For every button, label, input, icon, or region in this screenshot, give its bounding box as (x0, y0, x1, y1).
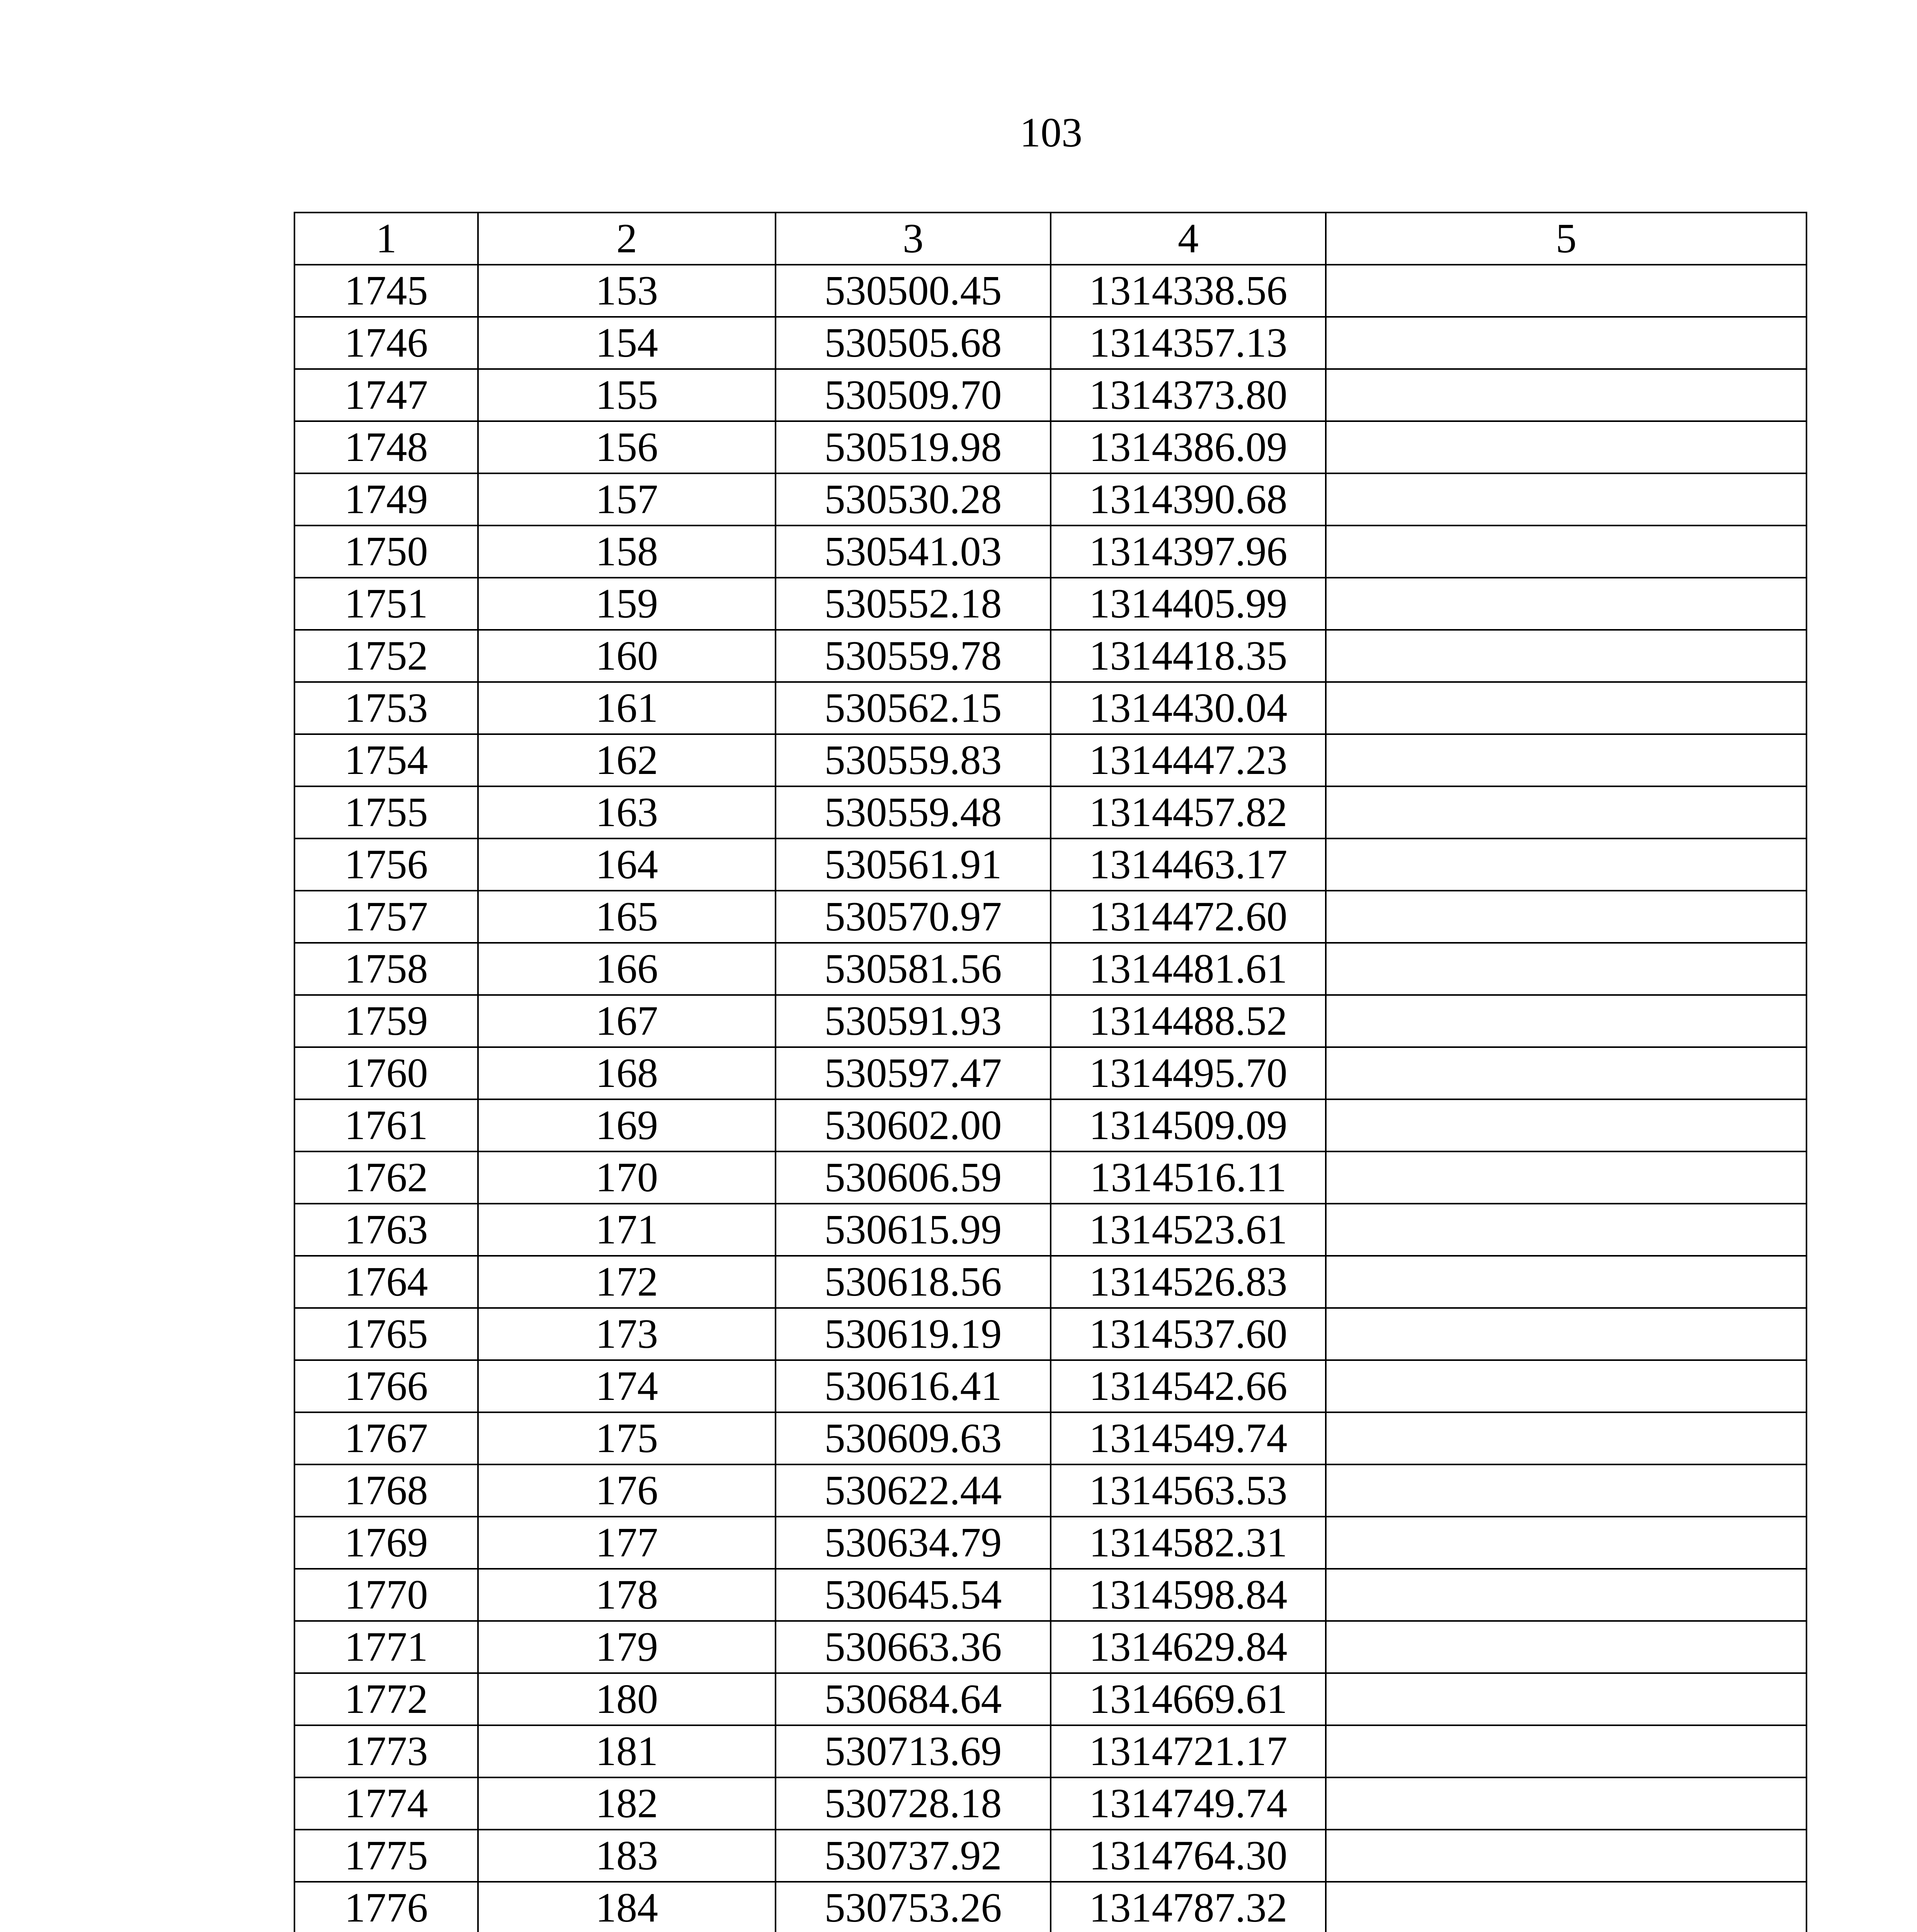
point-number-cell: 170 (478, 1151, 776, 1204)
row-index-cell: 1761 (294, 1099, 478, 1151)
row-index-cell: 1758 (294, 943, 478, 995)
x-coordinate-cell: 530753.26 (776, 1882, 1051, 1932)
x-coordinate-cell: 530561.91 (776, 838, 1051, 891)
y-coordinate-cell: 1314537.60 (1051, 1308, 1326, 1360)
x-coordinate-cell: 530559.83 (776, 734, 1051, 786)
y-coordinate-cell: 1314721.17 (1051, 1725, 1326, 1777)
note-cell (1326, 421, 1806, 473)
note-cell (1326, 473, 1806, 526)
row-index-cell: 1763 (294, 1204, 478, 1256)
table-row (294, 1151, 1806, 1204)
note-cell (1326, 1412, 1806, 1464)
y-coordinate-cell: 1314598.84 (1051, 1569, 1326, 1621)
point-number-cell: 178 (478, 1569, 776, 1621)
y-coordinate-cell: 1314563.53 (1051, 1464, 1326, 1517)
table-row (294, 995, 1806, 1047)
point-number-cell: 175 (478, 1412, 776, 1464)
row-index-cell: 1745 (294, 265, 478, 317)
table-row (294, 682, 1806, 734)
note-cell (1326, 578, 1806, 630)
x-coordinate-cell: 530581.56 (776, 943, 1051, 995)
row-index-cell: 1773 (294, 1725, 478, 1777)
table-body (294, 265, 1806, 1932)
note-cell (1326, 1151, 1806, 1204)
x-coordinate-cell: 530591.93 (776, 995, 1051, 1047)
note-cell (1326, 1360, 1806, 1412)
table-row (294, 786, 1806, 838)
x-coordinate-cell: 530530.28 (776, 473, 1051, 526)
note-cell (1326, 1830, 1806, 1882)
y-coordinate-cell: 1314338.56 (1051, 265, 1326, 317)
table-row (294, 1569, 1806, 1621)
row-index-cell: 1757 (294, 891, 478, 943)
note-cell (1326, 943, 1806, 995)
point-number-cell: 153 (478, 265, 776, 317)
point-number-cell: 163 (478, 786, 776, 838)
table-row (294, 891, 1806, 943)
y-coordinate-cell: 1314373.80 (1051, 369, 1326, 421)
x-coordinate-cell: 530622.44 (776, 1464, 1051, 1517)
row-index-cell: 1754 (294, 734, 478, 786)
table-row (294, 1882, 1806, 1932)
y-coordinate-cell: 1314481.61 (1051, 943, 1326, 995)
point-number-cell: 159 (478, 578, 776, 630)
point-number-cell: 177 (478, 1517, 776, 1569)
y-coordinate-cell: 1314397.96 (1051, 526, 1326, 578)
row-index-cell: 1775 (294, 1830, 478, 1882)
note-cell (1326, 1047, 1806, 1099)
table-row (294, 1673, 1806, 1725)
y-coordinate-cell: 1314764.30 (1051, 1830, 1326, 1882)
x-coordinate-cell: 530602.00 (776, 1099, 1051, 1151)
y-coordinate-cell: 1314390.68 (1051, 473, 1326, 526)
y-coordinate-cell: 1314447.23 (1051, 734, 1326, 786)
point-number-cell: 160 (478, 630, 776, 682)
x-coordinate-cell: 530728.18 (776, 1777, 1051, 1830)
page-number: 103 (1020, 110, 1082, 156)
table-row (294, 1360, 1806, 1412)
table-row (294, 734, 1806, 786)
table-row (294, 578, 1806, 630)
row-index-cell: 1768 (294, 1464, 478, 1517)
point-number-cell: 171 (478, 1204, 776, 1256)
row-index-cell: 1748 (294, 421, 478, 473)
row-index-cell: 1747 (294, 369, 478, 421)
y-coordinate-cell: 1314542.66 (1051, 1360, 1326, 1412)
table-row (294, 1308, 1806, 1360)
table-row (294, 1047, 1806, 1099)
note-cell (1326, 1256, 1806, 1308)
x-coordinate-cell: 530634.79 (776, 1517, 1051, 1569)
point-number-cell: 181 (478, 1725, 776, 1777)
note-cell (1326, 1517, 1806, 1569)
table-row (294, 1204, 1806, 1256)
note-cell (1326, 682, 1806, 734)
point-number-cell: 162 (478, 734, 776, 786)
coordinates-table (294, 212, 1807, 1932)
y-coordinate-cell: 1314472.60 (1051, 891, 1326, 943)
row-index-cell: 1774 (294, 1777, 478, 1830)
note-cell (1326, 1621, 1806, 1673)
table-row (294, 1725, 1806, 1777)
note-cell (1326, 1099, 1806, 1151)
y-coordinate-cell: 1314582.31 (1051, 1517, 1326, 1569)
y-coordinate-cell: 1314629.84 (1051, 1621, 1326, 1673)
x-coordinate-cell: 530684.64 (776, 1673, 1051, 1725)
note-cell (1326, 838, 1806, 891)
point-number-cell: 161 (478, 682, 776, 734)
row-index-cell: 1766 (294, 1360, 478, 1412)
y-coordinate-cell: 1314526.83 (1051, 1256, 1326, 1308)
column-header-4: 4 (1051, 213, 1326, 265)
note-cell (1326, 995, 1806, 1047)
note-cell (1326, 1569, 1806, 1621)
y-coordinate-cell: 1314523.61 (1051, 1204, 1326, 1256)
column-header-1: 1 (294, 213, 478, 265)
table-row (294, 369, 1806, 421)
y-coordinate-cell: 1314516.11 (1051, 1151, 1326, 1204)
x-coordinate-cell: 530737.92 (776, 1830, 1051, 1882)
point-number-cell: 176 (478, 1464, 776, 1517)
point-number-cell: 183 (478, 1830, 776, 1882)
row-index-cell: 1746 (294, 317, 478, 369)
point-number-cell: 158 (478, 526, 776, 578)
y-coordinate-cell: 1314457.82 (1051, 786, 1326, 838)
row-index-cell: 1755 (294, 786, 478, 838)
x-coordinate-cell: 530609.63 (776, 1412, 1051, 1464)
table-row (294, 421, 1806, 473)
column-header-5: 5 (1326, 213, 1806, 265)
point-number-cell: 167 (478, 995, 776, 1047)
point-number-cell: 164 (478, 838, 776, 891)
row-index-cell: 1767 (294, 1412, 478, 1464)
row-index-cell: 1760 (294, 1047, 478, 1099)
point-number-cell: 182 (478, 1777, 776, 1830)
x-coordinate-cell: 530619.19 (776, 1308, 1051, 1360)
note-cell (1326, 1882, 1806, 1932)
point-number-cell: 165 (478, 891, 776, 943)
point-number-cell: 168 (478, 1047, 776, 1099)
y-coordinate-cell: 1314357.13 (1051, 317, 1326, 369)
row-index-cell: 1762 (294, 1151, 478, 1204)
y-coordinate-cell: 1314749.74 (1051, 1777, 1326, 1830)
x-coordinate-cell: 530559.78 (776, 630, 1051, 682)
point-number-cell: 156 (478, 421, 776, 473)
note-cell (1326, 1204, 1806, 1256)
row-index-cell: 1772 (294, 1673, 478, 1725)
row-index-cell: 1765 (294, 1308, 478, 1360)
table-row (294, 838, 1806, 891)
row-index-cell: 1749 (294, 473, 478, 526)
table-row (294, 1099, 1806, 1151)
note-cell (1326, 786, 1806, 838)
x-coordinate-cell: 530541.03 (776, 526, 1051, 578)
y-coordinate-cell: 1314787.32 (1051, 1882, 1326, 1932)
row-index-cell: 1750 (294, 526, 478, 578)
note-cell (1326, 1725, 1806, 1777)
table-row (294, 1777, 1806, 1830)
point-number-cell: 154 (478, 317, 776, 369)
x-coordinate-cell: 530505.68 (776, 317, 1051, 369)
table-row (294, 943, 1806, 995)
row-index-cell: 1771 (294, 1621, 478, 1673)
row-index-cell: 1769 (294, 1517, 478, 1569)
column-header-3: 3 (776, 213, 1051, 265)
y-coordinate-cell: 1314549.74 (1051, 1412, 1326, 1464)
table-row (294, 1256, 1806, 1308)
table-row (294, 526, 1806, 578)
note-cell (1326, 1777, 1806, 1830)
y-coordinate-cell: 1314669.61 (1051, 1673, 1326, 1725)
note-cell (1326, 317, 1806, 369)
note-cell (1326, 369, 1806, 421)
x-coordinate-cell: 530509.70 (776, 369, 1051, 421)
x-coordinate-cell: 530615.99 (776, 1204, 1051, 1256)
x-coordinate-cell: 530663.36 (776, 1621, 1051, 1673)
x-coordinate-cell: 530616.41 (776, 1360, 1051, 1412)
row-index-cell: 1776 (294, 1882, 478, 1932)
y-coordinate-cell: 1314509.09 (1051, 1099, 1326, 1151)
x-coordinate-cell: 530559.48 (776, 786, 1051, 838)
point-number-cell: 180 (478, 1673, 776, 1725)
table-row (294, 265, 1806, 317)
y-coordinate-cell: 1314495.70 (1051, 1047, 1326, 1099)
table-row (294, 1464, 1806, 1517)
table-row (294, 473, 1806, 526)
x-coordinate-cell: 530618.56 (776, 1256, 1051, 1308)
note-cell (1326, 1464, 1806, 1517)
table-row (294, 1412, 1806, 1464)
table-row (294, 1830, 1806, 1882)
point-number-cell: 172 (478, 1256, 776, 1308)
note-cell (1326, 891, 1806, 943)
point-number-cell: 174 (478, 1360, 776, 1412)
x-coordinate-cell: 530562.15 (776, 682, 1051, 734)
column-header-2: 2 (478, 213, 776, 265)
note-cell (1326, 526, 1806, 578)
table-header-row (294, 213, 1806, 265)
row-index-cell: 1751 (294, 578, 478, 630)
point-number-cell: 155 (478, 369, 776, 421)
y-coordinate-cell: 1314405.99 (1051, 578, 1326, 630)
point-number-cell: 157 (478, 473, 776, 526)
note-cell (1326, 265, 1806, 317)
x-coordinate-cell: 530713.69 (776, 1725, 1051, 1777)
point-number-cell: 169 (478, 1099, 776, 1151)
note-cell (1326, 734, 1806, 786)
x-coordinate-cell: 530570.97 (776, 891, 1051, 943)
table-row (294, 317, 1806, 369)
point-number-cell: 166 (478, 943, 776, 995)
note-cell (1326, 1308, 1806, 1360)
note-cell (1326, 1673, 1806, 1725)
x-coordinate-cell: 530645.54 (776, 1569, 1051, 1621)
x-coordinate-cell: 530606.59 (776, 1151, 1051, 1204)
y-coordinate-cell: 1314488.52 (1051, 995, 1326, 1047)
note-cell (1326, 630, 1806, 682)
x-coordinate-cell: 530552.18 (776, 578, 1051, 630)
table-row (294, 1621, 1806, 1673)
table-row (294, 1517, 1806, 1569)
y-coordinate-cell: 1314418.35 (1051, 630, 1326, 682)
x-coordinate-cell: 530500.45 (776, 265, 1051, 317)
row-index-cell: 1770 (294, 1569, 478, 1621)
x-coordinate-cell: 530519.98 (776, 421, 1051, 473)
table-row (294, 630, 1806, 682)
y-coordinate-cell: 1314463.17 (1051, 838, 1326, 891)
row-index-cell: 1764 (294, 1256, 478, 1308)
row-index-cell: 1756 (294, 838, 478, 891)
row-index-cell: 1752 (294, 630, 478, 682)
y-coordinate-cell: 1314430.04 (1051, 682, 1326, 734)
y-coordinate-cell: 1314386.09 (1051, 421, 1326, 473)
point-number-cell: 184 (478, 1882, 776, 1932)
point-number-cell: 173 (478, 1308, 776, 1360)
point-number-cell: 179 (478, 1621, 776, 1673)
row-index-cell: 1759 (294, 995, 478, 1047)
x-coordinate-cell: 530597.47 (776, 1047, 1051, 1099)
row-index-cell: 1753 (294, 682, 478, 734)
